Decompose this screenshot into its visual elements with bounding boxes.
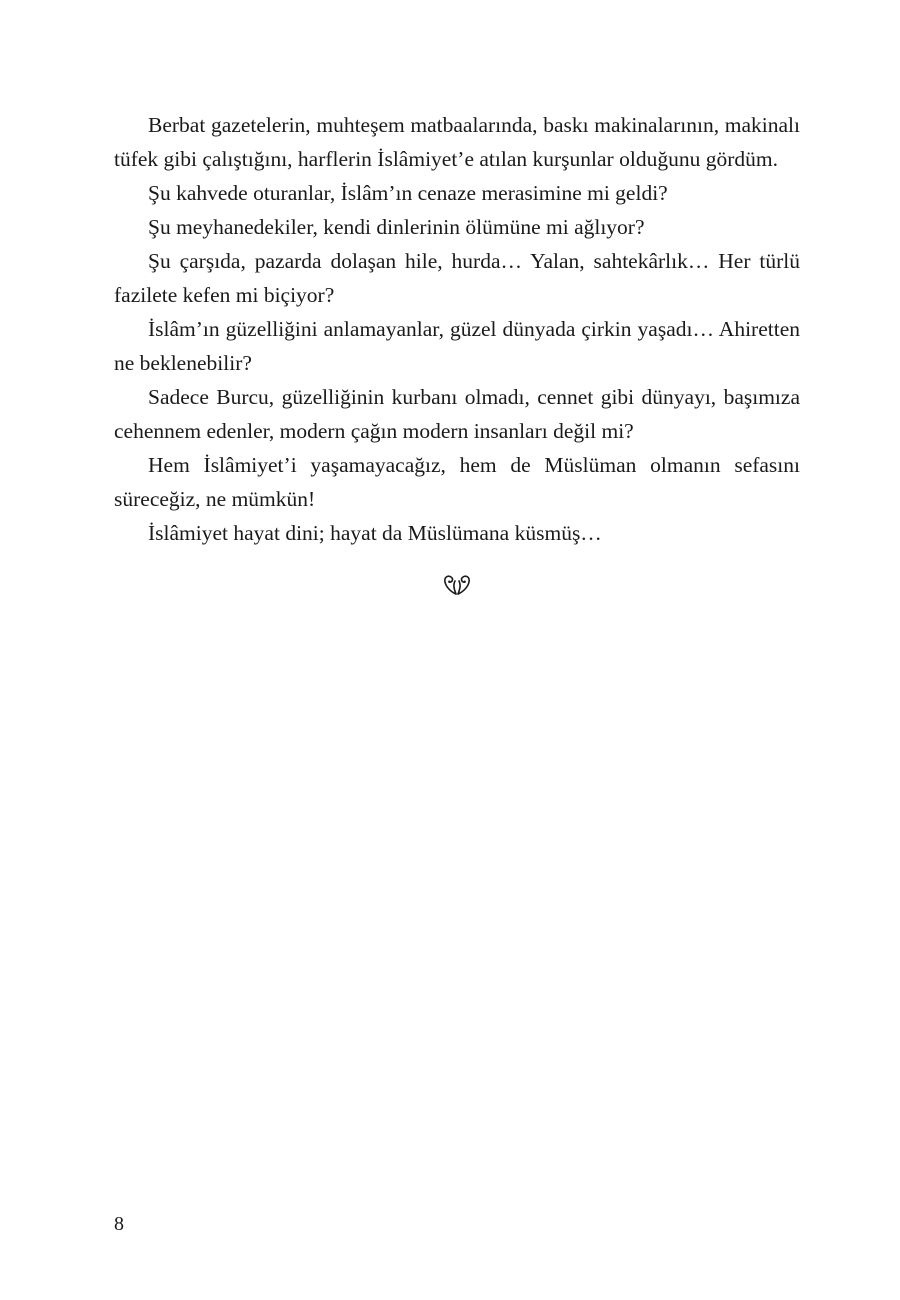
paragraph-1: Berbat gazetelerin, muhteşem matbaalarında, baskı makinalarının, makinalı tüfek gibi çalıştığını, harflerin İslâmiyet’e atılan kurşunlar olduğunu gördüm. <box>114 113 800 171</box>
page-body <box>114 108 800 606</box>
paragraph-3: Şu meyhanedekiler, kendi dinlerinin ölümüne mi ağlıyor? <box>148 215 645 239</box>
paragraph-4: Şu çarşıda, pazarda dolaşan hile, hurda… Yalan, sahtekârlık… Her türlü fazilete kefen mi biçiyor? <box>114 249 800 307</box>
paragraph-5: İslâm’ın güzelliğini anlamayanlar, güzel dünyada çirkin yaşadı… Ahiretten ne beklenebilir? <box>114 317 800 375</box>
fleuron-ornament-icon <box>437 572 477 598</box>
paragraph-6: Sadece Burcu, güzelliğinin kurbanı olmadı, cennet gibi dünyayı, başımıza cehennem edenler, modern çağın modern insanları değil mi? <box>114 385 800 443</box>
paragraph-7: Hem İslâmiyet’i yaşamayacağız, hem de Müslüman olmanın sefasını süreceğiz, ne mümkün! <box>114 453 800 511</box>
paragraph-2: Şu kahvede oturanlar, İslâm’ın cenaze merasimine mi geldi? <box>148 181 668 205</box>
section-ornament <box>114 572 800 606</box>
paragraph-8: İslâmiyet hayat dini; hayat da Müslümana küsmüş… <box>148 521 602 545</box>
page-number: 8 <box>114 1213 124 1235</box>
